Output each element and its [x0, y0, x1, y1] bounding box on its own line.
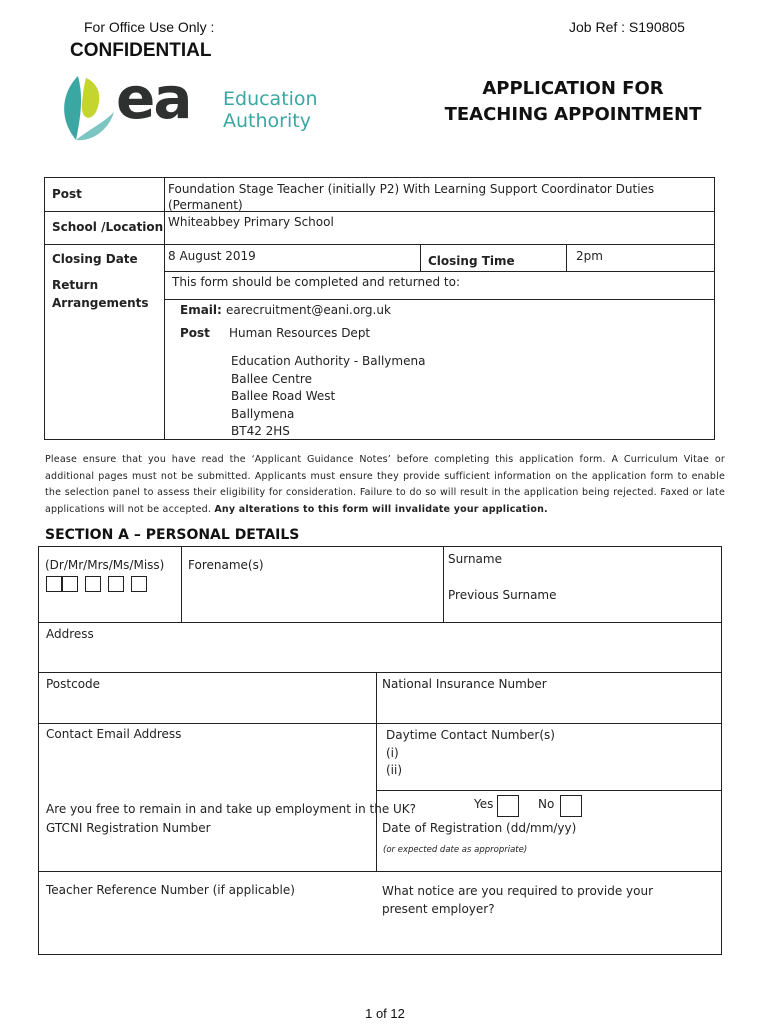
address-line-4: Ballee Road West — [231, 389, 336, 403]
forename-label: Forename(s) — [188, 558, 264, 572]
guidance-notice — [45, 452, 725, 518]
job-ref: Job Ref : S190805 — [569, 19, 685, 35]
title-mr-checkbox[interactable] — [62, 576, 78, 592]
yes-checkbox[interactable] — [497, 795, 519, 817]
title-ms-checkbox[interactable] — [108, 576, 124, 592]
yes-label: Yes — [474, 797, 494, 811]
office-use-label: For Office Use Only : — [84, 19, 215, 35]
education-authority-logo — [56, 64, 336, 145]
return-label-line-1: Return — [52, 278, 99, 292]
return-email-label: Email: — [180, 303, 222, 317]
contact-email-label: Contact Email Address — [46, 727, 182, 741]
no-label: No — [538, 797, 555, 811]
address-line-2: Education Authority - Ballymena — [231, 354, 426, 368]
daytime-contact-label: Daytime Contact Number(s) — [386, 728, 555, 742]
previous-surname-label: Previous Surname — [448, 588, 557, 602]
return-address-block — [231, 353, 425, 441]
closing-date-value: 8 August 2019 — [168, 249, 256, 263]
post-label: Post — [52, 187, 82, 201]
title-line-2: TEACHING APPOINTMENT — [444, 104, 702, 125]
teacher-reference-label: Teacher Reference Number (if applicable) — [46, 883, 295, 897]
school-location-value: Whiteabbey Primary School — [168, 215, 334, 229]
logo-line-1: Education — [223, 88, 318, 110]
return-post-label: Post — [180, 326, 210, 340]
closing-time-value: 2pm — [576, 249, 603, 263]
post-value: Foundation Stage Teacher (initially P2) With Learning Support Coordinator Duties (Permanent) — [168, 182, 655, 212]
return-arrangements-label — [52, 276, 149, 312]
address-label: Address — [46, 627, 94, 641]
return-email-value[interactable]: earecruitment@eani.org.uk — [226, 303, 391, 317]
title-line-1: APPLICATION FOR — [482, 78, 664, 99]
logo-letters: ea — [116, 64, 191, 132]
logo-line-2: Authority — [223, 110, 311, 132]
return-intro: This form should be completed and returned to: — [172, 275, 460, 289]
address-line-1: Human Resources Dept — [229, 326, 371, 340]
daytime-contact-i: (i) — [386, 745, 399, 760]
page-number: 1 of 12 — [365, 1006, 405, 1021]
no-checkbox[interactable] — [560, 795, 582, 817]
date-registration-label: Date of Registration (dd/mm/yy) — [382, 821, 577, 835]
daytime-contact-block — [386, 727, 555, 780]
guidance-notice-text: Please ensure that you have read the ‘Applicant Guidance Notes’ before completing this application form. A Curriculum Vitae or additional pages must not be submitted. Applicants must ensure they provide sufficient information on the application form to enable the selection panel to assess their eligibility for consideration. Failure to do so will result in the application being rejected. Faxed or late applications will not be accepted. — [45, 454, 725, 515]
date-registration-note: (or expected date as appropriate) — [383, 845, 528, 855]
guidance-notice-warning: Any alterations to this form will invalidate your application. — [214, 503, 548, 515]
return-label-line-2: Arrangements — [52, 296, 149, 310]
daytime-contact-ii: (ii) — [386, 763, 403, 777]
closing-time-label: Closing Time — [428, 254, 515, 268]
logo-wordmark — [223, 88, 318, 132]
title-options-label: (Dr/Mr/Mrs/Ms/Miss) — [45, 558, 165, 572]
school-location-label: School /Location — [52, 220, 164, 234]
title-mrs-checkbox[interactable] — [85, 576, 101, 592]
address-line-5: Ballymena — [231, 406, 295, 421]
postcode-label: Postcode — [46, 677, 101, 691]
surname-label: Surname — [448, 552, 502, 566]
address-line-6: BT42 2HS — [231, 424, 290, 438]
ni-number-label: National Insurance Number — [382, 677, 547, 691]
leaf-mark-icon — [56, 72, 116, 144]
closing-date-label: Closing Date — [52, 252, 138, 266]
page-title — [430, 76, 716, 128]
free-to-remain-label: Are you free to remain in and take up employment in the UK? — [46, 802, 417, 816]
title-dr-checkbox[interactable] — [46, 576, 62, 592]
confidential-label: CONFIDENTIAL — [70, 40, 212, 61]
section-a-heading: SECTION A – PERSONAL DETAILS — [45, 527, 300, 543]
gtcni-label: GTCNI Registration Number — [46, 821, 211, 835]
title-checkboxes — [46, 573, 154, 592]
address-line-3: Ballee Centre — [231, 371, 312, 386]
notice-period-label: What notice are you required to provide your present employer? — [382, 884, 654, 916]
title-miss-checkbox[interactable] — [131, 576, 147, 592]
